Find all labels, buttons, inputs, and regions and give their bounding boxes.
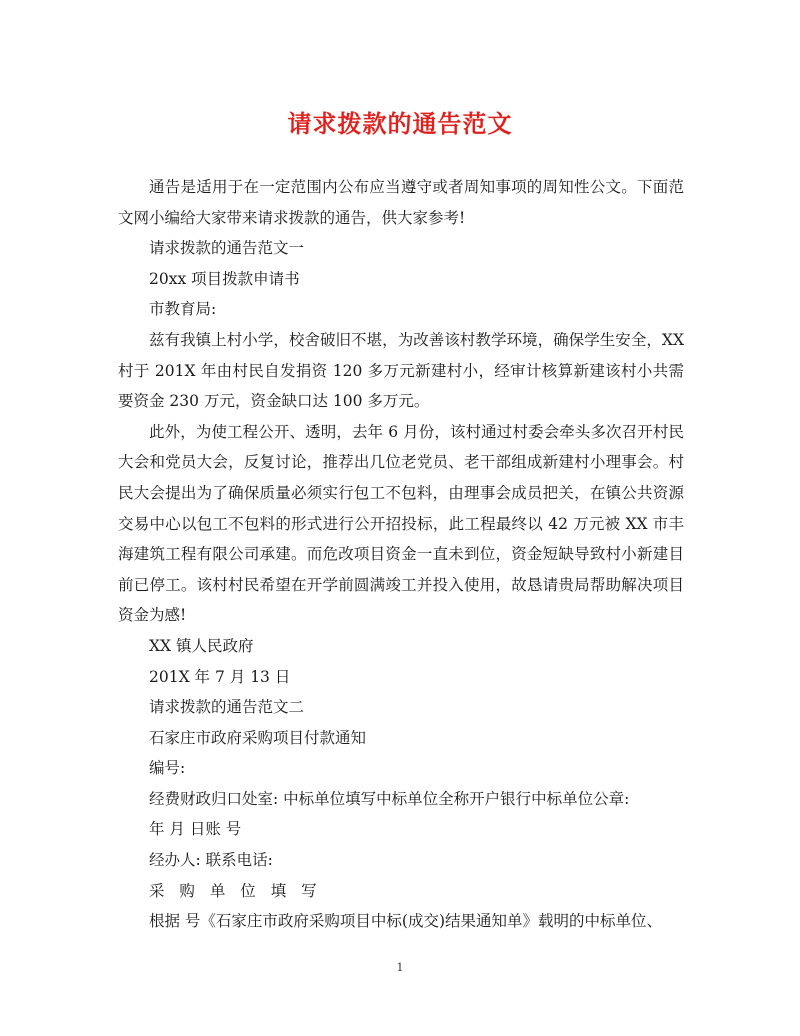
paragraph-handler-contact: 经办人: 联系电话: bbox=[149, 851, 273, 870]
paragraph-notice-title: 石家庄市政府采购项目付款通知 bbox=[149, 728, 367, 747]
paragraph-date-account: 年 月 日账 号 bbox=[149, 820, 242, 839]
heading-sample-one: 请求拨款的通告范文一 bbox=[149, 239, 305, 258]
page-number: 1 bbox=[396, 961, 404, 974]
paragraph-details: 此外，为使工程公开、透明，去年 6 月份，该村通过村委会牵头多次召开村民大会和党员大会，反复讨论，推荐出几位老党员、老干部组成新建村小理事会。村民大会提出为了确保质量必须实行包工不包料，由理事会成员把关，在镇公共资源交易中心以包工不包料的形式进行公开招投标，此工程最终以 42 万元被 XX 市丰海建筑工程有限公司承建。而危改项目资金一直未到位，资金短缺导致村小新建目前已停工。该村村民希望在开学前圆满竣工并投入使用，故恳请贵局帮助解决项目资金为感! bbox=[118, 422, 684, 625]
document-title: 请求拨款的通告范文 bbox=[287, 109, 513, 138]
heading-sample-two: 请求拨款的通告范文二 bbox=[149, 698, 305, 717]
paragraph-signature: XX 镇人民政府 bbox=[149, 636, 254, 655]
paragraph-finance-office: 经费财政归口处室: 中标单位填写中标单位全称开户银行中标单位公章: bbox=[149, 789, 630, 808]
paragraph-application-title: 20xx 项目拨款申请书 bbox=[149, 269, 300, 288]
paragraph-background: 兹有我镇上村小学，校舍破旧不堪，为改善该村教学环境，确保学生安全，XX 村于 201X 年由村民自发捐资 120 多万元新建村小，经审计核算新建该村小共需要资金 230 万元，资金缺口达 100 多万元。 bbox=[118, 330, 684, 411]
paragraph-purchaser-fill: 采 购 单 位 填 写 bbox=[149, 881, 322, 900]
paragraph-according-to: 根据 号《石家庄市政府采购项目中标(成交)结果通知单》载明的中标单位、 bbox=[149, 912, 663, 931]
paragraph-serial-number: 编号: bbox=[149, 759, 186, 778]
document-body bbox=[118, 172, 684, 937]
paragraph-addressee: 市教育局: bbox=[149, 300, 217, 319]
paragraph-intro: 通告是适用于在一定范围内公布应当遵守或者周知事项的周知性公文。下面范文网小编给大家带来请求拨款的通告，供大家参考! bbox=[118, 178, 684, 227]
paragraph-date: 201X 年 7 月 13 日 bbox=[149, 667, 291, 686]
